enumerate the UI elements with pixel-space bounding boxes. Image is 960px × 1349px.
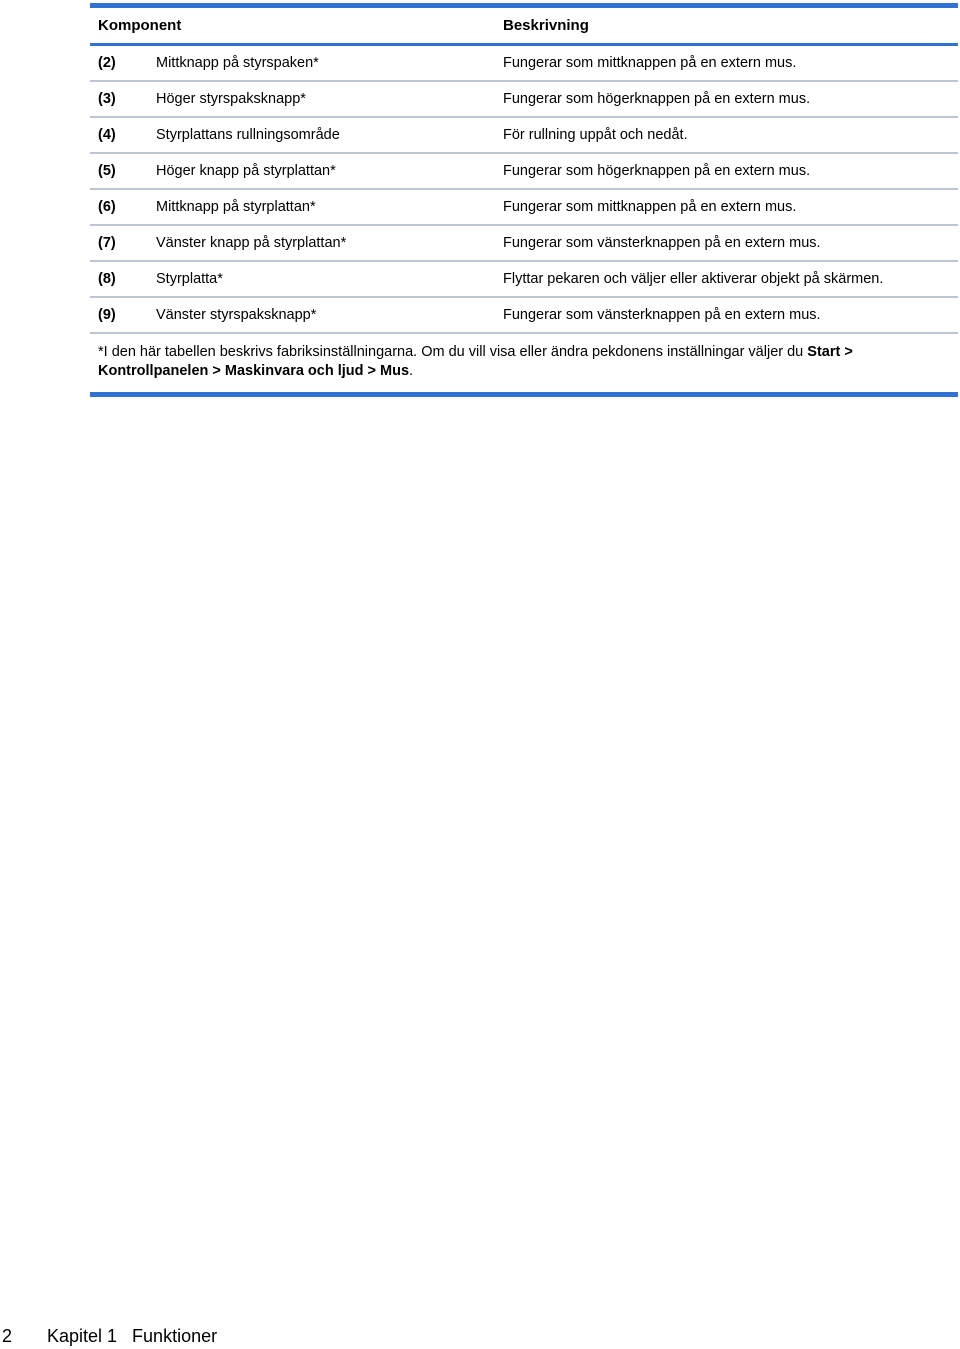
row-component: Höger knapp på styrplattan* bbox=[156, 163, 336, 179]
row-description: Fungerar som mittknappen på en extern mus. bbox=[503, 199, 797, 215]
row-component: Mittknapp på styrplattan* bbox=[156, 199, 316, 215]
row-description: Fungerar som högerknappen på en extern mus. bbox=[503, 163, 811, 179]
page-number: 2 bbox=[2, 1326, 13, 1346]
row-component: Styrplatta* bbox=[156, 271, 223, 287]
path-separator: > bbox=[363, 363, 381, 379]
table-bottom-rule bbox=[90, 392, 958, 397]
row-component: Vänster styrspaksknapp* bbox=[156, 307, 317, 323]
row-component: Mittknapp på styrspaken* bbox=[156, 55, 319, 71]
component-table bbox=[90, 3, 958, 397]
row-number: (4) bbox=[98, 127, 116, 143]
row-number: (2) bbox=[98, 55, 116, 71]
row-component: Vänster knapp på styrplattan* bbox=[156, 235, 347, 251]
row-number: (8) bbox=[98, 271, 116, 287]
table-row bbox=[90, 154, 958, 188]
row-description: Flyttar pekaren och väljer eller aktiverar objekt på skärmen. bbox=[503, 271, 884, 287]
row-description: För rullning uppåt och nedåt. bbox=[503, 127, 688, 143]
row-number: (5) bbox=[98, 163, 116, 179]
row-number: (3) bbox=[98, 91, 116, 107]
row-description: Fungerar som högerknappen på en extern mus. bbox=[503, 91, 811, 107]
table-header bbox=[90, 8, 958, 43]
table-row bbox=[90, 262, 958, 296]
chapter-title: Kapitel 1 Funktioner bbox=[47, 1326, 218, 1346]
row-description: Fungerar som mittknappen på en extern mus. bbox=[503, 55, 797, 71]
row-description: Fungerar som vänsterknappen på en extern mus. bbox=[503, 307, 821, 323]
footnote-text: *I den här tabellen beskrivs fabriksinställningarna. Om du vill visa eller ändra pekdonens inställningar väljer du bbox=[98, 344, 808, 360]
path-separator: > bbox=[840, 344, 853, 360]
header-description: Beskrivning bbox=[503, 17, 589, 34]
footnote-end: . bbox=[409, 363, 414, 379]
row-component: Höger styrspaksknapp* bbox=[156, 91, 306, 107]
row-component: Styrplattans rullningsområde bbox=[156, 127, 340, 143]
table-row bbox=[90, 190, 958, 224]
table-row bbox=[90, 298, 958, 332]
path-mouse: Mus bbox=[380, 363, 410, 379]
table-row bbox=[90, 226, 958, 260]
row-number: (6) bbox=[98, 199, 116, 215]
row-description: Fungerar som vänsterknappen på en extern mus. bbox=[503, 235, 821, 251]
path-separator: > bbox=[208, 363, 225, 379]
table-row bbox=[90, 46, 958, 80]
path-start: Start bbox=[807, 344, 841, 360]
row-number: (9) bbox=[98, 307, 116, 323]
table-row bbox=[90, 118, 958, 152]
path-control-panel: Kontrollpanelen bbox=[98, 363, 209, 379]
header-component: Komponent bbox=[98, 17, 182, 34]
table-row bbox=[90, 82, 958, 116]
table-footnote bbox=[90, 334, 958, 392]
path-hardware-sound: Maskinvara och ljud bbox=[224, 363, 364, 379]
row-number: (7) bbox=[98, 235, 116, 251]
